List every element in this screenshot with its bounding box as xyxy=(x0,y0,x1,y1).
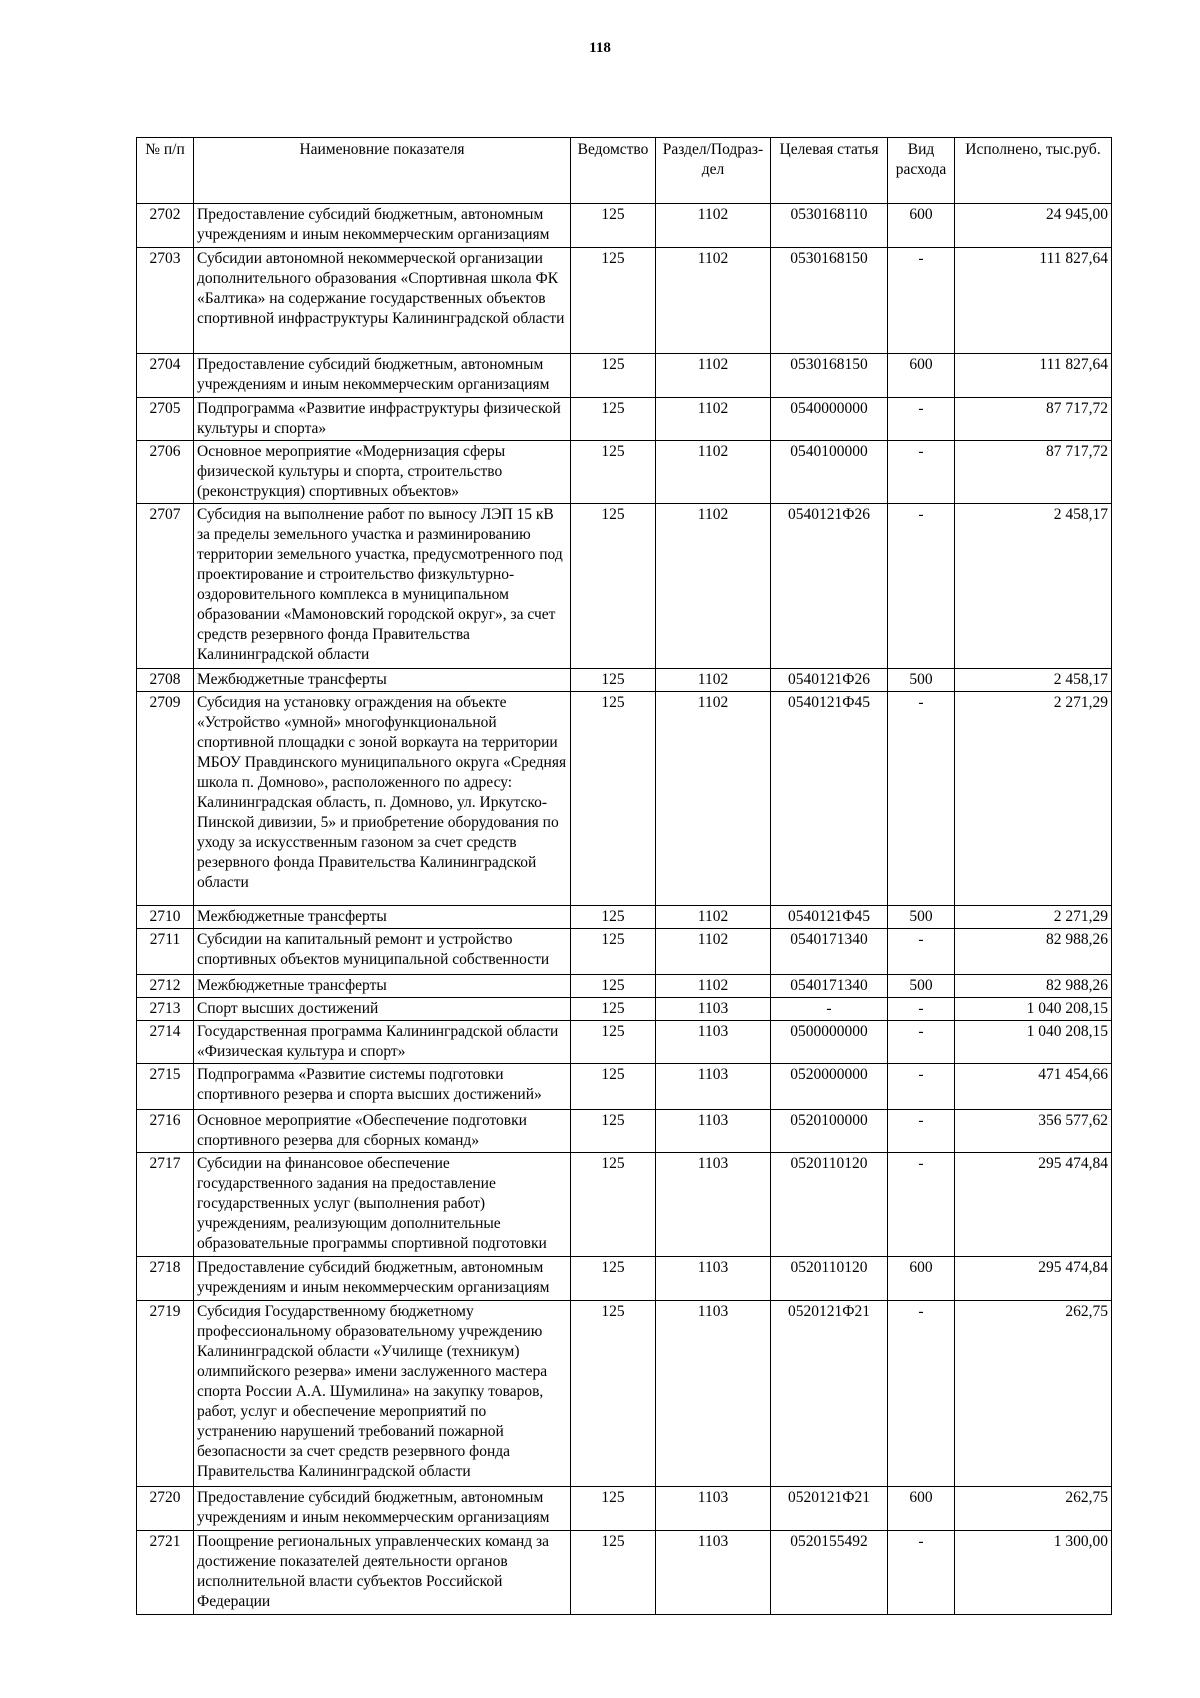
row-type: - xyxy=(888,441,955,504)
table-row xyxy=(137,1487,1112,1531)
row-name: Субсидии на капитальный ремонт и устройство спортивных объектов муниципальной собственности xyxy=(194,929,571,975)
row-amount: 1 300,00 xyxy=(955,1531,1112,1615)
row-type: - xyxy=(888,1021,955,1064)
budget-table xyxy=(136,137,1112,1615)
row-dept: 125 xyxy=(571,998,656,1021)
row-type: 500 xyxy=(888,669,955,692)
row-dept: 125 xyxy=(571,1064,656,1110)
row-amount: 356 577,62 xyxy=(955,1110,1112,1153)
row-type: - xyxy=(888,1301,955,1487)
row-type: - xyxy=(888,998,955,1021)
row-number: 2711 xyxy=(137,929,194,975)
row-dept: 125 xyxy=(571,669,656,692)
row-number: 2717 xyxy=(137,1153,194,1257)
row-number: 2721 xyxy=(137,1531,194,1615)
row-target: 0520100000 xyxy=(771,1110,888,1153)
table-row xyxy=(137,1153,1112,1257)
table-row xyxy=(137,906,1112,929)
row-name: Межбюджетные трансферты xyxy=(194,906,571,929)
row-section: 1102 xyxy=(656,248,771,354)
row-name: Межбюджетные трансферты xyxy=(194,975,571,998)
row-name: Спорт высших достижений xyxy=(194,998,571,1021)
table-row xyxy=(137,975,1112,998)
row-section: 1102 xyxy=(656,929,771,975)
row-section: 1102 xyxy=(656,975,771,998)
row-name: Предоставление субсидий бюджетным, автономным учреждениям и иным некоммерческим организациям xyxy=(194,1487,571,1531)
row-amount: 82 988,26 xyxy=(955,975,1112,998)
row-number: 2706 xyxy=(137,441,194,504)
table-row xyxy=(137,692,1112,906)
row-target: 0520110120 xyxy=(771,1257,888,1301)
row-target: 0540100000 xyxy=(771,441,888,504)
row-target: 0540121Ф45 xyxy=(771,692,888,906)
table-row xyxy=(137,1021,1112,1064)
row-dept: 125 xyxy=(571,1531,656,1615)
table-row xyxy=(137,248,1112,354)
table-row xyxy=(137,1531,1112,1615)
row-type: - xyxy=(888,692,955,906)
row-amount: 2 271,29 xyxy=(955,906,1112,929)
row-name: Государственная программа Калининградской области «Физическая культура и спорт» xyxy=(194,1021,571,1064)
row-name: Межбюджетные трансферты xyxy=(194,669,571,692)
row-type: 600 xyxy=(888,354,955,398)
header-amount: Исполнено, тыс.руб. xyxy=(955,138,1112,204)
row-target: 0540121Ф26 xyxy=(771,504,888,669)
row-name: Субсидия Государственному бюджетному профессиональному образовательному учреждению Калининградской области «Училище (техникум) олимпийского резерва» имени заслуженного мастера спорта России А.А. Шумилина» на закупку товаров, работ, услуг и обеспечение мероприятий по устранению нарушений требований пожарной безопасности за счет средств резервного фонда Правительства Калининградской области xyxy=(194,1301,571,1487)
row-name: Поощрение региональных управленческих команд за достижение показателей деятельности органов исполнительной власти субъектов Российской Федерации xyxy=(194,1531,571,1615)
row-dept: 125 xyxy=(571,504,656,669)
row-name: Предоставление субсидий бюджетным, автономным учреждениям и иным некоммерческим организациям xyxy=(194,204,571,248)
row-type: - xyxy=(888,1531,955,1615)
row-section: 1102 xyxy=(656,441,771,504)
row-dept: 125 xyxy=(571,906,656,929)
table-row xyxy=(137,504,1112,669)
row-number: 2715 xyxy=(137,1064,194,1110)
row-amount: 87 717,72 xyxy=(955,441,1112,504)
row-section: 1102 xyxy=(656,692,771,906)
row-type: - xyxy=(888,398,955,441)
row-number: 2709 xyxy=(137,692,194,906)
table-row xyxy=(137,441,1112,504)
row-target: 0540000000 xyxy=(771,398,888,441)
row-section: 1102 xyxy=(656,354,771,398)
header-dept: Ведомство xyxy=(571,138,656,204)
row-amount: 1 040 208,15 xyxy=(955,998,1112,1021)
row-section: 1102 xyxy=(656,204,771,248)
row-name: Предоставление субсидий бюджетным, автономным учреждениям и иным некоммерческим организациям xyxy=(194,1257,571,1301)
row-section: 1102 xyxy=(656,906,771,929)
row-section: 1103 xyxy=(656,1110,771,1153)
row-dept: 125 xyxy=(571,929,656,975)
row-number: 2704 xyxy=(137,354,194,398)
row-dept: 125 xyxy=(571,398,656,441)
row-target: 0500000000 xyxy=(771,1021,888,1064)
row-section: 1103 xyxy=(656,1531,771,1615)
row-name: Субсидии на финансовое обеспечение государственного задания на предоставление государственных услуг (выполнения работ) учреждениям, реализующим дополнительные образовательные программы спортивной подготовки xyxy=(194,1153,571,1257)
row-number: 2703 xyxy=(137,248,194,354)
row-type: - xyxy=(888,1064,955,1110)
row-amount: 262,75 xyxy=(955,1487,1112,1531)
row-dept: 125 xyxy=(571,1153,656,1257)
row-number: 2716 xyxy=(137,1110,194,1153)
page-number: 118 xyxy=(589,40,611,56)
table-row xyxy=(137,1110,1112,1153)
row-type: - xyxy=(888,929,955,975)
row-name: Субсидии автономной некоммерческой организации дополнительного образования «Спортивная школа ФК «Балтика» на содержание государственных объектов спортивной инфраструктуры Калининградской области xyxy=(194,248,571,354)
row-target: 0520121Ф21 xyxy=(771,1487,888,1531)
row-dept: 125 xyxy=(571,204,656,248)
row-number: 2713 xyxy=(137,998,194,1021)
row-section: 1103 xyxy=(656,1301,771,1487)
row-dept: 125 xyxy=(571,441,656,504)
row-amount: 2 458,17 xyxy=(955,504,1112,669)
row-name: Субсидия на выполнение работ по выносу ЛЭП 15 кВ за пределы земельного участка и разминированию территории земельного участка, предусмотренного под проектирование и строительство физкультурно-оздоровительного комплекса в муниципальном образовании «Мамоновский городской округ», за счет средств резервного фонда Правительства Калининградской области xyxy=(194,504,571,669)
row-name: Основное мероприятие «Модернизация сферы физической культуры и спорта, строительство (реконструкция) спортивных объектов» xyxy=(194,441,571,504)
row-target: 0540121Ф26 xyxy=(771,669,888,692)
row-type: 500 xyxy=(888,906,955,929)
header-name: Наименовние показателя xyxy=(194,138,571,204)
row-dept: 125 xyxy=(571,1021,656,1064)
row-amount: 111 827,64 xyxy=(955,248,1112,354)
row-dept: 125 xyxy=(571,1257,656,1301)
table-row xyxy=(137,1064,1112,1110)
table-row xyxy=(137,1301,1112,1487)
row-target: 0530168150 xyxy=(771,354,888,398)
row-number: 2714 xyxy=(137,1021,194,1064)
row-target: 0540171340 xyxy=(771,929,888,975)
row-name: Подпрограмма «Развитие инфраструктуры физической культуры и спорта» xyxy=(194,398,571,441)
row-type: - xyxy=(888,1110,955,1153)
row-amount: 82 988,26 xyxy=(955,929,1112,975)
row-section: 1103 xyxy=(656,998,771,1021)
row-number: 2719 xyxy=(137,1301,194,1487)
row-target: 0530168150 xyxy=(771,248,888,354)
row-number: 2705 xyxy=(137,398,194,441)
row-dept: 125 xyxy=(571,354,656,398)
row-type: 600 xyxy=(888,1487,955,1531)
row-section: 1102 xyxy=(656,669,771,692)
row-amount: 111 827,64 xyxy=(955,354,1112,398)
row-target: 0540121Ф45 xyxy=(771,906,888,929)
row-target: 0520155492 xyxy=(771,1531,888,1615)
row-amount: 24 945,00 xyxy=(955,204,1112,248)
row-section: 1103 xyxy=(656,1064,771,1110)
row-dept: 125 xyxy=(571,1110,656,1153)
row-target: 0530168110 xyxy=(771,204,888,248)
row-section: 1103 xyxy=(656,1153,771,1257)
table-row xyxy=(137,354,1112,398)
row-section: 1103 xyxy=(656,1257,771,1301)
table-body xyxy=(137,204,1112,1615)
row-dept: 125 xyxy=(571,1301,656,1487)
row-amount: 1 040 208,15 xyxy=(955,1021,1112,1064)
row-target: 0520110120 xyxy=(771,1153,888,1257)
table-row xyxy=(137,204,1112,248)
table-row xyxy=(137,929,1112,975)
row-number: 2708 xyxy=(137,669,194,692)
table-row xyxy=(137,669,1112,692)
row-amount: 2 271,29 xyxy=(955,692,1112,906)
row-target: 0520121Ф21 xyxy=(771,1301,888,1487)
row-type: 600 xyxy=(888,204,955,248)
row-type: - xyxy=(888,248,955,354)
row-section: 1102 xyxy=(656,398,771,441)
row-section: 1102 xyxy=(656,504,771,669)
row-target: 0540171340 xyxy=(771,975,888,998)
table-header-row xyxy=(137,138,1112,204)
row-amount: 295 474,84 xyxy=(955,1257,1112,1301)
row-type: 500 xyxy=(888,975,955,998)
row-section: 1103 xyxy=(656,1487,771,1531)
row-type: - xyxy=(888,1153,955,1257)
table-row xyxy=(137,998,1112,1021)
row-amount: 2 458,17 xyxy=(955,669,1112,692)
table-row xyxy=(137,398,1112,441)
row-type: - xyxy=(888,504,955,669)
row-dept: 125 xyxy=(571,248,656,354)
row-name: Предоставление субсидий бюджетным, автономным учреждениям и иным некоммерческим организациям xyxy=(194,354,571,398)
header-target: Целевая статья xyxy=(771,138,888,204)
row-section: 1103 xyxy=(656,1021,771,1064)
row-dept: 125 xyxy=(571,1487,656,1531)
row-name: Субсидия на установку ограждения на объекте «Устройство «умной» многофункциональной спортивной площадки с зоной воркаута на территории МБОУ Правдинского муниципального округа «Средняя школа п. Домново», расположенного по адресу: Калининградская область, п. Домново, ул. Иркутско-Пинской дивизии, 5» и приобретение оборудования по уходу за искусственным газоном за счет средств резервного фонда Правительства Калининградской области xyxy=(194,692,571,906)
header-section: Раздел/Подраз-дел xyxy=(656,138,771,204)
row-name: Подпрограмма «Развитие системы подготовки спортивного резерва и спорта высших достижений» xyxy=(194,1064,571,1110)
row-number: 2710 xyxy=(137,906,194,929)
row-amount: 471 454,66 xyxy=(955,1064,1112,1110)
row-amount: 295 474,84 xyxy=(955,1153,1112,1257)
row-target: 0520000000 xyxy=(771,1064,888,1110)
row-number: 2718 xyxy=(137,1257,194,1301)
header-type: Вид расхода xyxy=(888,138,955,204)
row-number: 2707 xyxy=(137,504,194,669)
row-number: 2702 xyxy=(137,204,194,248)
table-row xyxy=(137,1257,1112,1301)
header-no: № п/п xyxy=(137,138,194,204)
row-number: 2712 xyxy=(137,975,194,998)
row-type: 600 xyxy=(888,1257,955,1301)
row-dept: 125 xyxy=(571,692,656,906)
row-amount: 262,75 xyxy=(955,1301,1112,1487)
row-name: Основное мероприятие «Обеспечение подготовки спортивного резерва для сборных команд» xyxy=(194,1110,571,1153)
row-amount: 87 717,72 xyxy=(955,398,1112,441)
row-target: - xyxy=(771,998,888,1021)
row-dept: 125 xyxy=(571,975,656,998)
row-number: 2720 xyxy=(137,1487,194,1531)
